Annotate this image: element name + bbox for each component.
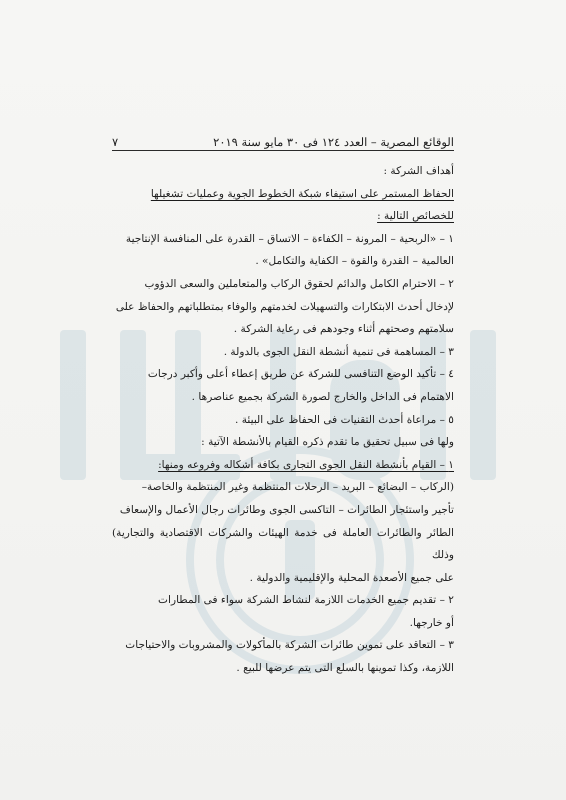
goal-item-4-line-2: الاهتمام فى الداخل والخارج لصورة الشركة بجميع عناصرها .: [191, 390, 454, 403]
activities-intro: ولها فى سبيل تحقيق ما تقدم ذكره القيام بالأنشطة الآتية :: [201, 436, 454, 449]
activity-item-3-line-2: اللازمة، وكذا تموينها بالسلع التى يتم عرضها للبيع .: [236, 662, 454, 675]
activity-item-2-line-1: ٢ – تقديم جميع الخدمات اللازمة لنشاط الشركة سواء فى المطارات: [158, 594, 454, 607]
goal-item-2-line-3: سلامتهم وصحتهم أثناء وجودهم فى رعاية الشركة .: [233, 323, 454, 336]
activity-item-1-line-2: (الركاب – البضائع – البريد – الرحلات المنتظمة وغير المنتظمة والخاصة–: [141, 481, 454, 494]
activity-item-3-line-1: ٣ – التعاقد على تموين طائرات الشركة بالمأكولات والمشروبات والاحتياجات: [125, 639, 454, 652]
goals-intro-text-2: للخصائص التالية :: [377, 210, 454, 223]
activity-item-1-line-3: تأجير واستئجار الطائرات – التاكسى الجوى وطائرات رجال الأعمال والإسعاف: [119, 503, 454, 516]
goal-item-2-line-1: ٢ – الاحترام الكامل والدائم لحقوق الركاب والمتعاملين والسعى الدؤوب: [144, 277, 454, 290]
goals-intro-line-1: الحفاظ المستمر على استيفاء شبكة الخطوط الجوية وعمليات تشغيلها: [150, 187, 454, 200]
activity-item-1-line-1: ١ – القيام بأنشطة النقل الجوى التجارى بكافة أشكاله وفروعه ومنها:: [158, 458, 454, 471]
goals-intro-line-2: [112, 205, 454, 228]
goal-item-4-line-1: ٤ – تأكيد الوضع التنافسى للشركة عن طريق إعطاء أعلى وأكبر درجات: [147, 368, 454, 381]
document-body: [112, 160, 454, 680]
running-header: [112, 127, 454, 149]
activity-item-1-line-4: الطائر والطائرات العاملة فى خدمة الهيئات والشركات الاقتصادية والتجارية) وذلك: [112, 526, 454, 562]
activity-item-2-line-2: أو خارجها.: [409, 616, 454, 629]
goal-item-1-line-1: ١ – «الربحية – المرونة – الكفاءة – الاتساق – القدرة على المنافسة الإنتاجية: [125, 232, 454, 245]
goals-heading: أهداف الشركة :: [383, 165, 454, 177]
header-title: الوقائع المصرية – العدد ١٢٤ فى ٣٠ مايو سنة ٢٠١٩: [213, 135, 454, 149]
goal-item-1-line-2: العالمية – القدرة والقوة – الكفاية والتكامل» .: [255, 255, 454, 268]
page-number: ٧: [112, 135, 119, 149]
goal-item-5: ٥ – مراعاة أحدث التقنيات فى الحفاظ على البيئة .: [235, 413, 454, 426]
goal-item-2-line-2: لإدخال أحدث الابتكارات والتسهيلات لخدمتهم والوفاء بمتطلباتهم والحفاظ على: [115, 300, 454, 313]
activity-item-1-line-5: على جميع الأصعدة المحلية والإقليمية والدولية .: [249, 571, 454, 584]
header-rule: [112, 150, 454, 151]
goal-item-3: ٣ – المساهمة فى تنمية أنشطة النقل الجوى بالدولة .: [223, 345, 454, 358]
